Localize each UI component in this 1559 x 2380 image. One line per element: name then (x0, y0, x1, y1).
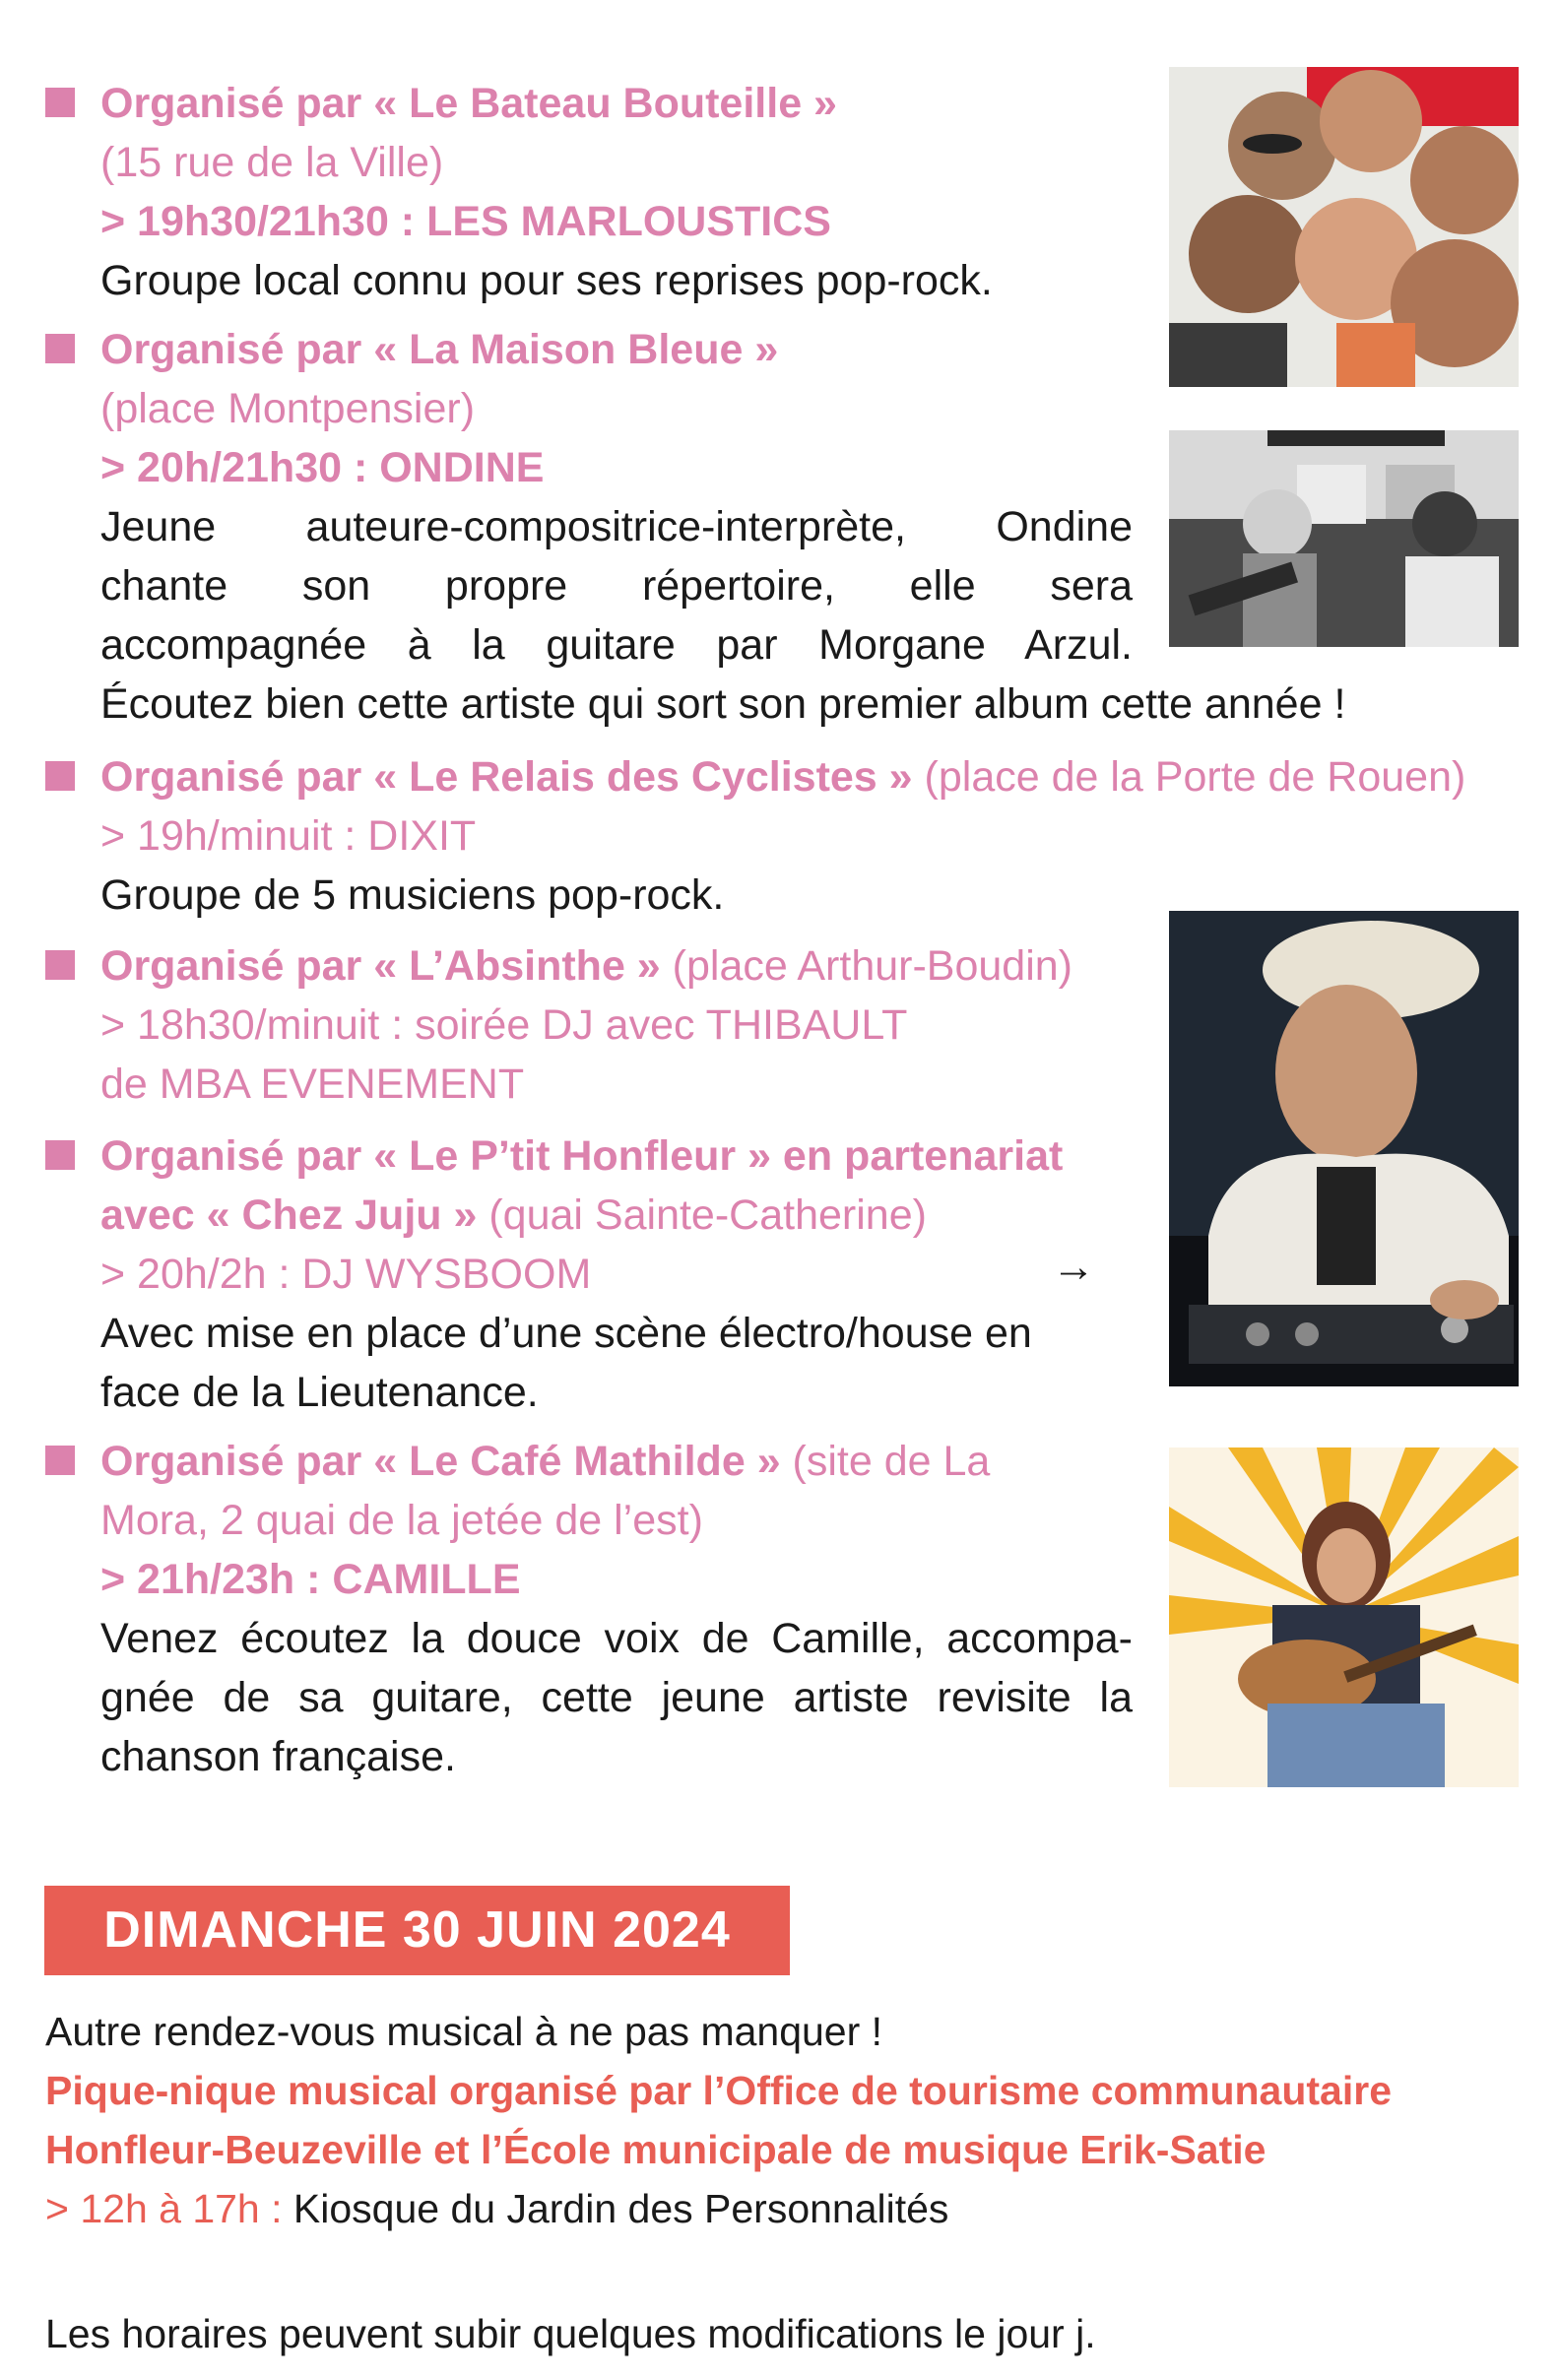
event-description: Groupe local connu pour ses reprises pop-rock. (100, 257, 993, 304)
event-description-line: Écoutez bien cette artiste qui sort son premier album cette année ! (100, 680, 1346, 728)
event-description-line: face de la Lieutenance. (100, 1369, 539, 1416)
event-organizer: Organisé par « Le Café Mathilde » (100, 1438, 781, 1485)
bullet-square (45, 334, 75, 363)
event-time: > 18h30/minuit : soirée DJ avec THIBAULT (100, 1001, 908, 1049)
event-time-continued: de MBA EVENEMENT (100, 1061, 525, 1108)
event-description-line: Venez écoutez la douce voix de Camille, accompa- (100, 1615, 1133, 1662)
event-time: > 19h/minuit : DIXIT (100, 812, 477, 860)
event-organizer-continued: avec « Chez Juju » (100, 1191, 478, 1239)
sunday-intro: Autre rendez-vous musical à ne pas manquer ! (45, 2009, 883, 2054)
arrow-right-icon: → (1052, 1243, 1095, 1291)
event-description-line: chante son propre répertoire, elle sera (100, 562, 1133, 610)
event-organizer: Organisé par « Le Relais des Cyclistes » (100, 753, 913, 801)
event-location: (15 rue de la Ville) (100, 139, 444, 186)
photo-camille (1169, 1447, 1519, 1787)
sunday-title-line: Honfleur-Beuzeville et l’École municipale de musique Erik-Satie (45, 2127, 1267, 2172)
event-organizer: Organisé par « Le P’tit Honfleur » en partenariat (100, 1132, 1064, 1180)
event-description-line: Jeune auteure-compositrice-interprète, Ondine (100, 503, 1133, 550)
event-description-line: accompagnée à la guitare par Morgane Arzul. (100, 621, 1133, 669)
event-time: > 21h/23h : CAMILLE (100, 1556, 521, 1603)
bullet-square (45, 1140, 75, 1170)
sunday-title-line: Pique-nique musical organisé par l’Office de tourisme communautaire (45, 2068, 1392, 2113)
event-location: (place de la Porte de Rouen) (912, 753, 1466, 801)
bullet-square (45, 761, 75, 791)
event-location-continued: Mora, 2 quai de la jetée de l’est) (100, 1497, 703, 1544)
event-organizer: Organisé par « L’Absinthe » (100, 942, 661, 990)
event-description: Groupe de 5 musiciens pop-rock. (100, 871, 725, 919)
event-time: > 20h/21h30 : ONDINE (100, 444, 545, 491)
event-description-line: chanson française. (100, 1733, 456, 1780)
bullet-square (45, 1446, 75, 1475)
date-banner: DIMANCHE 30 JUIN 2024 (44, 1886, 790, 1975)
sunday-place: Kiosque du Jardin des Personnalités (282, 2186, 949, 2231)
event-time: > 19h30/21h30 : LES MARLOUSTICS (100, 198, 831, 245)
photo-dj (1169, 911, 1519, 1386)
event-location: (place Arthur-Boudin) (660, 942, 1072, 990)
sunday-time: > 12h à 17h : (45, 2186, 283, 2231)
event-location: (place Montpensier) (100, 385, 476, 432)
event-description-line: gnée de sa guitare, cette jeune artiste revisite la (100, 1674, 1133, 1721)
event-organizer: Organisé par « La Maison Bleue » (100, 326, 779, 373)
event-description-line: Avec mise en place d’une scène électro/house en (100, 1310, 1032, 1357)
event-time: > 20h/2h : DJ WYSBOOM (100, 1251, 592, 1298)
bullet-square (45, 88, 75, 117)
event-organizer: Organisé par « Le Bateau Bouteille » (100, 80, 837, 127)
bullet-square (45, 950, 75, 980)
event-location: (quai Sainte-Catherine) (477, 1191, 927, 1239)
schedule-note: Les horaires peuvent subir quelques modifications le jour j. (45, 2311, 1096, 2356)
photo-ondine (1169, 430, 1519, 647)
sunday-schedule (45, 2179, 948, 2238)
event-location: (site de La (780, 1438, 991, 1485)
